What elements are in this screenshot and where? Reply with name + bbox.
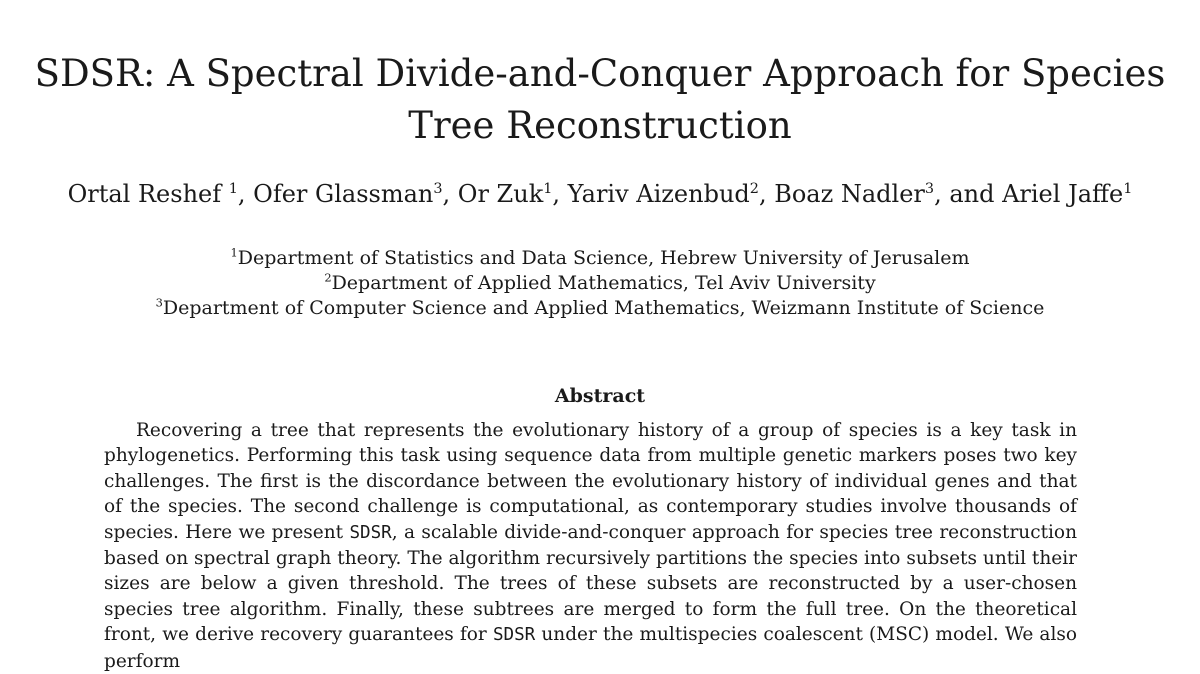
author-separator: , (552, 180, 568, 208)
affiliation (0, 271, 1200, 296)
method-name: SDSR (349, 522, 392, 543)
abstract-text-segment: , a scalable divide-and-conquer approach for species tree reconstruction based on spectral graph theory. The algorithm recursively partitions the species into subsets until their sizes are below a given threshold. The trees of these subsets are reconstructed by a user-chosen species tree algorithm. Finally, these subtrees are merged to form the full tree. On the theoretical front, we derive recovery guarantees for (104, 521, 1077, 646)
affiliation-number: 2 (324, 270, 332, 285)
affiliation-number: 1 (230, 245, 238, 260)
abstract-text-segment: under the multispecies coalescent (MSC) model. We also perform (104, 624, 1078, 672)
author-affiliation-mark: 3 (433, 181, 443, 197)
author-separator: , (237, 180, 254, 208)
affiliation (0, 246, 1200, 271)
author-separator: , (442, 180, 458, 208)
affiliation (0, 296, 1200, 321)
author-affiliation-mark: 1 (228, 181, 238, 197)
affiliation-list (0, 246, 1200, 321)
author-name: Ofer Glassman (253, 180, 434, 208)
abstract-text (104, 418, 1077, 674)
author-list (0, 176, 1200, 212)
author-separator: , and (934, 180, 1003, 208)
affiliation-number: 3 (155, 295, 163, 310)
author-name: Ortal Reshef (67, 180, 229, 208)
author-separator: , (758, 180, 775, 208)
author-name: Yariv Aizenbud (567, 180, 750, 208)
affiliation-text: Department of Statistics and Data Science, Hebrew University of Jerusalem (237, 247, 970, 269)
method-name: SDSR (492, 625, 536, 646)
author-affiliation-mark: 1 (543, 181, 553, 197)
author-name: Ariel Jaffe (1002, 180, 1124, 208)
affiliation-text: Department of Applied Mathematics, Tel Aviv University (331, 272, 876, 294)
abstract-text-segment: Recovering a tree that represents the evolutionary history of a group of species is a key task in phylogenetics. Performing this task using sequence data from multiple genetic markers poses two key challenges. The first is the discordance between the evolutionary history of individual genes and that of the species. The second challenge is computational, as contemporary studies involve thousands of species. Here we present (104, 420, 1077, 543)
affiliation-text: Department of Computer Science and Applied Mathematics, Weizmann Institute of Science (162, 297, 1045, 319)
author-name: Boaz Nadler (774, 180, 925, 208)
abstract-heading: Abstract (554, 385, 646, 407)
author-name: Or Zuk (457, 180, 544, 208)
paper-title: SDSR: A Spectral Divide-and-Conquer Approach for Species Tree Reconstruction (34, 52, 1166, 147)
author-affiliation-mark: 3 (924, 181, 935, 197)
author-affiliation-mark: 2 (749, 181, 759, 197)
author-affiliation-mark: 1 (1123, 181, 1133, 197)
